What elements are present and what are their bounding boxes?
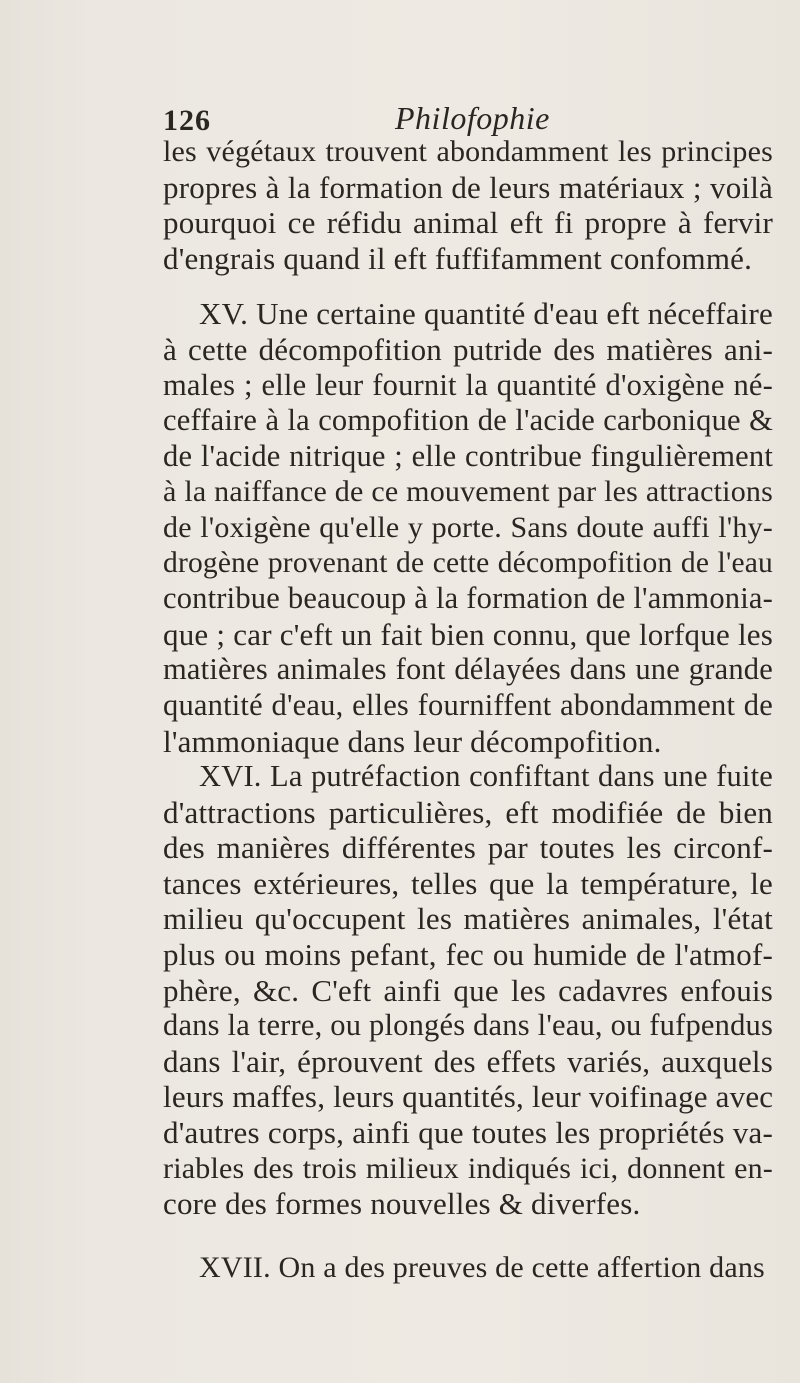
text-line: pourquoi ce réfidu animal eft fi propre à fervir [163, 205, 773, 241]
text-line: des manières différentes par toutes les circonf- [163, 830, 773, 866]
text-line: core des formes nouvelles & diverfes. [163, 1186, 641, 1222]
text-line: milieu qu'occupent les matières animales, l'état [163, 901, 773, 937]
text-line: de l'oxigène qu'elle y porte. Sans doute auffi l'hy- [163, 510, 773, 544]
paragraph [163, 296, 773, 759]
text-line: dans la terre, ou plongés dans l'eau, ou fufpendus [163, 1008, 774, 1043]
page-number: 126 [163, 104, 211, 137]
text-line: XVII. On a des preuves de cette affertion dans [199, 1250, 765, 1284]
text-line: leurs maffes, leurs quantités, leur voifinage avec [163, 1079, 774, 1115]
text-line: dans l'air, éprouvent des effets variés, auxquels [163, 1043, 773, 1079]
paragraph [163, 759, 773, 1222]
text-line: ceffaire à la compofition de l'acide carbonique & [163, 403, 773, 438]
text-line: males ; elle leur fournit la quantité d'oxigène né- [163, 367, 773, 402]
text-line: d'autres corps, ainfi que toutes les propriétés va- [163, 1115, 773, 1151]
text-line: riables des trois milieux indiqués ici, donnent en- [163, 1151, 773, 1185]
text-line: matières animales font délayées dans une grande [163, 652, 773, 687]
text-line: quantité d'eau, elles fourniffent abondamment de [163, 687, 773, 722]
text-line: que ; car c'eft un fait bien connu, que lorfque les [163, 616, 773, 652]
paragraph [163, 134, 773, 276]
paragraph-gap [163, 276, 773, 296]
paragraph-gap [163, 1222, 773, 1250]
text-line: propres à la formation de leurs matériaux ; voilà [163, 169, 773, 205]
text-line: l'ammoniaque dans leur décompofition. [163, 723, 662, 759]
text-line: drogène provenant de cette décompofition de l'eau [163, 546, 773, 579]
text-line: à cette décompofition putride des matières ani- [163, 331, 773, 367]
body-text [163, 134, 773, 1285]
text-line: d'attractions particulières, eft modifiée de bien [163, 794, 773, 830]
text-line: tances extérieures, telles que la température, le [163, 865, 773, 901]
text-line: XVI. La putréfaction confiftant dans une fuite [199, 759, 773, 794]
text-line: contribue beaucoup à la formation de l'ammonia- [163, 581, 773, 616]
text-line: de l'acide nitrique ; elle contribue fingulièrement [163, 438, 773, 473]
text-line: plus ou moins pefant, fec ou humide de l'atmof- [163, 937, 773, 973]
text-line: les végétaux trouvent abondamment les principes [163, 135, 773, 168]
running-title: Philofophie [395, 100, 550, 136]
paragraph [163, 1250, 773, 1286]
text-line: XV. Une certaine quantité d'eau eft néceffaire [199, 296, 773, 332]
text-line: d'engrais quand il eft fuffifamment confommé. [163, 240, 753, 276]
text-line: à la naiffance de ce mouvement par les attractions [163, 475, 773, 509]
text-line: phère, &c. C'eft ainfi que les cadavres enfouis [163, 972, 773, 1008]
